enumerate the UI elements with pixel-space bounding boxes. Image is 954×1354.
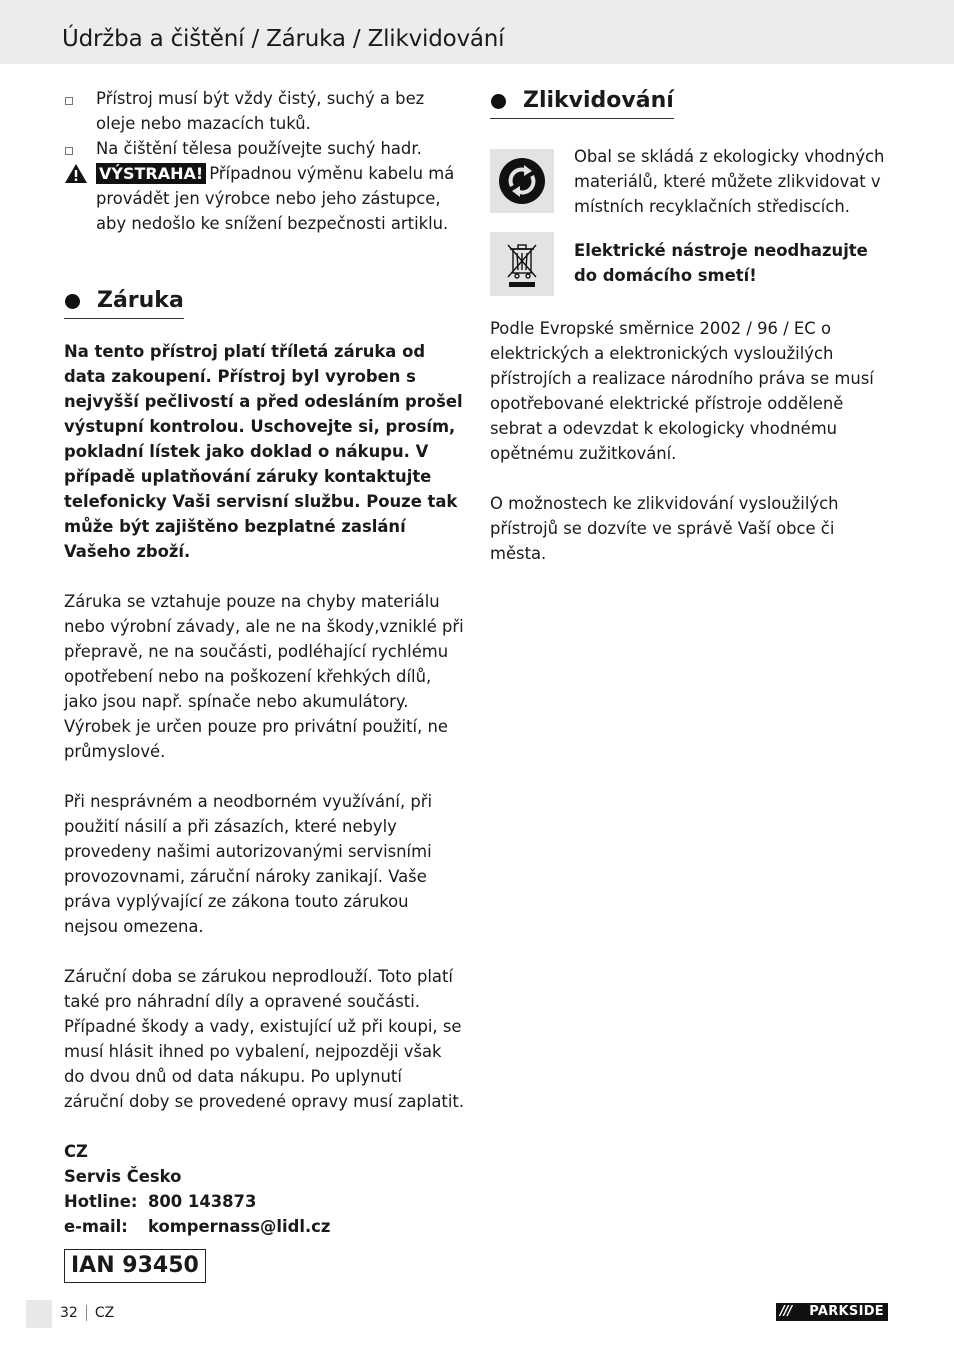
weee-note xyxy=(490,238,890,304)
packaging-note xyxy=(490,144,890,219)
service-country: CZ xyxy=(64,1142,88,1161)
maintenance-list xyxy=(64,86,466,161)
disposal-paragraph: Podle Evropské směrnice 2002 / 96 / EC o elektrických a elektronických vysloužilých přístrojích a realizace národního práva se musí opotřebované elektrické přístroje odděleně sebrat a odevzdat k ekologicky vhodnému opětnému zužitkování. xyxy=(490,319,874,463)
page-title: Údržba a čištění / Záruka / Zlikvidování xyxy=(62,26,505,52)
checkbox-square-icon xyxy=(65,147,73,155)
language-code: CZ xyxy=(94,1305,115,1321)
warning-notice xyxy=(64,161,466,236)
left-column xyxy=(64,86,466,1283)
crossed-out-bin-icon xyxy=(490,232,554,296)
parkside-logo xyxy=(776,1303,888,1321)
green-dot-recycling-icon xyxy=(490,149,554,213)
page-footer xyxy=(60,1305,114,1321)
brand-mark: /// xyxy=(780,1304,792,1319)
page-number: 32 xyxy=(60,1305,78,1321)
warranty-paragraph: Při nesprávném a neodborném využívání, při použití násilí a při zásazích, které nebyly provedeny našimi autorizovanými servisními provozovnami, záruční nároky zanikají. Vaše práva vyplývající ze zákona touto zárukou nejsou omezena. xyxy=(64,792,433,936)
bullet-dot-icon xyxy=(65,294,80,309)
checkbox-square-icon xyxy=(65,97,73,105)
packaging-text: Obal se skládá z ekologicky vhodných materiálů, které můžete zlikvidovat v místních recyklačních střediscích. xyxy=(574,147,885,216)
right-column xyxy=(490,86,890,566)
warranty-paragraph: Záruční doba se zárukou neprodlouží. Toto platí také pro náhradní díly a opravené součásti. Případné škody a vady, existující už při koupi, se musí hlásit ihned po vybalení, nejpozději však do dvou dnů od data nákupu. Po uplynutí záruční doby se provedené opravy musí zaplatit. xyxy=(64,967,465,1111)
hotline-row: Hotline: 800 143873 xyxy=(64,1192,257,1211)
section-heading-disposal: Zlikvidování xyxy=(490,86,674,119)
ian-number: IAN 93450 xyxy=(64,1249,206,1283)
warranty-intro: Na tento přístroj platí tříletá záruka od data zakoupení. Přístroj byl vyroben s nejvyšší pečlivostí a před odesláním prošel výstupní kontrolou. Uschovejte si, prosím, pokladní lístek jako doklad o nákupu. V případě uplatňování záruky kontaktujte telefonicky Vaši servisní službu. Pouze tak může být zajištěno bezplatné zaslání Vašeho zboží. xyxy=(64,342,463,561)
warning-text: Případnou výměnu kabelu má provádět jen výrobce nebo jeho zástupce, aby nedošlo ke snížení bezpečnosti artiklu. xyxy=(96,164,455,233)
warning-label: VÝSTRAHA! xyxy=(96,163,206,184)
service-name: Servis Česko xyxy=(64,1167,182,1186)
brand-name: PARKSIDE xyxy=(809,1304,884,1319)
list-item: Na čištění tělesa používejte suchý hadr. xyxy=(64,136,466,161)
warranty-paragraph: Záruka se vztahuje pouze na chyby materiálu nebo výrobní závady, ale ne na škody,vzniklé při přepravě, ne na součásti, podléhající rychlému opotřebení nebo na poškození křehkých dílů, jako jsou např. spínače nebo akumulátory. Výrobek je určen pouze pro privátní použití, ne průmyslové. xyxy=(64,592,464,761)
page-number-box xyxy=(26,1300,52,1328)
bullet-dot-icon xyxy=(491,94,506,109)
disposal-paragraph: O možnostech ke zlikvidování vysloužilých přístrojů se dozvíte ve správě Vaší obce či města. xyxy=(490,494,839,563)
section-heading-warranty: Záruka xyxy=(64,286,184,319)
email-row: e-mail: kompernass@lidl.cz xyxy=(64,1217,331,1236)
footer-divider xyxy=(86,1305,87,1321)
list-item: Přístroj musí být vždy čistý, suchý a bez oleje nebo mazacích tuků. xyxy=(64,86,466,136)
service-contact xyxy=(64,1139,466,1239)
weee-text: Elektrické nástroje neodhazujte do domácího smetí! xyxy=(574,241,868,285)
page-header xyxy=(0,0,954,64)
warning-triangle-icon xyxy=(64,163,88,184)
